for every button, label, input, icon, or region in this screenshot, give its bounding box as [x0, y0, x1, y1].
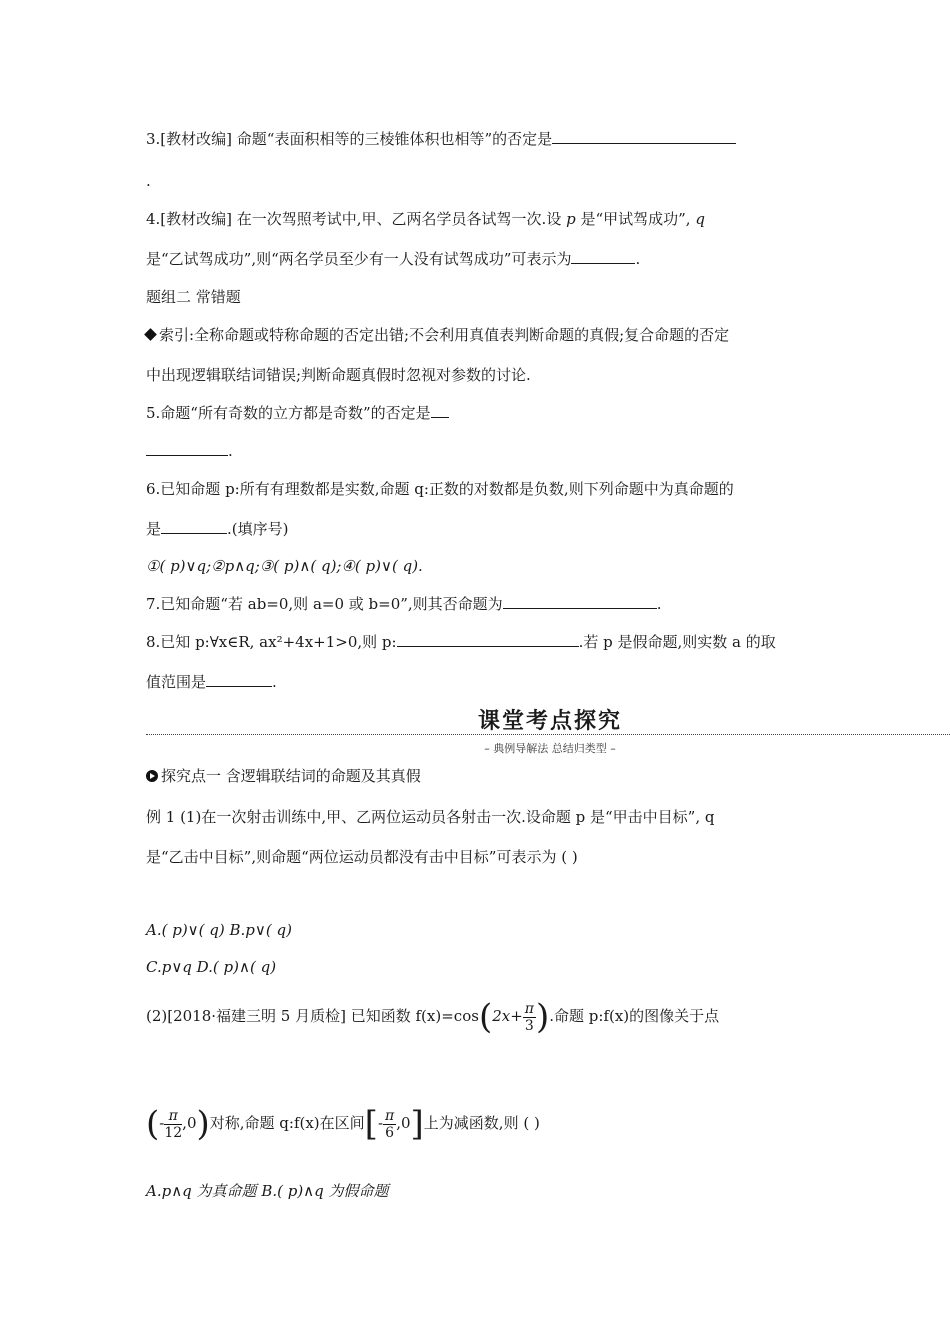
ex2-text-d: 上为减函数,则 ( ) [423, 1114, 540, 1132]
answer-blank [552, 129, 736, 144]
question-5 [146, 403, 449, 423]
diamond-bullet-icon [144, 328, 157, 341]
answer-blank [206, 672, 272, 687]
example-1-part2-line2 [146, 1100, 540, 1146]
point-minus: - [159, 1114, 165, 1132]
section-title: 课堂考点探究 [477, 709, 622, 734]
point-zero: ,0 [182, 1114, 197, 1132]
frac-den: 6 [385, 1124, 395, 1141]
answer-blank [146, 441, 228, 456]
example-1-line2: 是“乙击中目标”,则命题“两位运动员都没有击中目标”可表示为 ( ) [146, 848, 578, 866]
right-paren: ) [196, 1104, 210, 1144]
question-4-line1 [146, 209, 705, 229]
question-5-cont [146, 441, 233, 461]
ex2-text-b: .命题 p:f(x)的图像关于点 [549, 1007, 720, 1025]
q7-dot: . [656, 595, 662, 613]
q7-text: 7.已知命题“若 ab=0,则 a=0 或 b=0”,则其否命题为 [146, 595, 503, 613]
frac-num: π [164, 1108, 182, 1125]
q6-text-a: 是 [146, 520, 162, 538]
example-1-options-ab: A.( p)∨( q) B.p∨( q) [146, 921, 292, 939]
q6-text-b: .(填序号) [227, 520, 289, 538]
q4-text-a: 4.[教材改编] 在一次驾照考试中,甲、乙两名学员各试驾一次.设 [146, 210, 567, 228]
frac-den: 12 [164, 1124, 183, 1141]
ex2-text-a: (2)[2018·福建三明 5 月质检] 已知函数 f(x)=cos [146, 1007, 479, 1025]
question-6-options: ①( p)∨q;②p∧q;③( p)∧( q);④( p)∨( q). [146, 557, 423, 575]
q4-text-c: 是“乙试驾成功”,则“两名学员至少有一人没有试驾成功”可表示为 [146, 250, 572, 268]
interval-minus: - [377, 1114, 384, 1132]
ex2-inner: 2x+ [492, 1007, 523, 1025]
frac-num: π [524, 1000, 534, 1017]
q8-text-c: 值范围是 [146, 673, 207, 691]
left-paren: ( [146, 1104, 160, 1144]
group-2-heading: 题组二 常错题 [146, 288, 241, 306]
frac-den: 3 [524, 1017, 534, 1034]
question-3 [146, 129, 736, 149]
example-1-line1: 例 1 (1)在一次射击训练中,甲、乙两位运动员各射击一次.设命题 p 是“甲击中目标”, q [146, 808, 715, 826]
answer-blank [431, 403, 449, 418]
question-3-text: 3.[教材改编] 命题“表面积相等的三棱锥体积也相等”的否定是 [146, 130, 553, 148]
var-q: q [695, 210, 705, 228]
interval-zero: ,0 [396, 1114, 411, 1132]
answer-blank [397, 632, 579, 647]
section-subtitle: – 典例导解法 总结归类型 – [484, 742, 616, 755]
question-6-line1: 6.已知命题 p:所有有理数都是实数,命题 q:正数的对数都是负数,则下列命题中为真命题的 [146, 480, 734, 498]
q8-text-b: .若 p 是假命题,则实数 a 的取 [578, 633, 776, 651]
q5-dot: . [228, 442, 233, 460]
answer-blank [571, 249, 635, 264]
index-line-2: 中出现逻辑联结词错误;判断命题真假时忽视对参数的讨论. [146, 366, 531, 384]
explore-point-1 [146, 766, 421, 786]
frac-num: π [385, 1107, 395, 1124]
left-paren: ( [478, 997, 493, 1037]
var-p: p [566, 210, 576, 228]
index-text-1: 索引:全称命题或特称命题的否定出错;不会利用真值表判断命题的真假;复合命题的否定 [159, 326, 730, 344]
question-3-dot: . [146, 172, 151, 190]
fraction-pi-over-12 [164, 1108, 182, 1141]
fraction-pi-over-3 [523, 1001, 536, 1034]
play-bullet-icon [146, 770, 158, 782]
index-line-1 [146, 325, 729, 345]
q5-text: 5.命题“所有奇数的立方都是奇数”的否定是 [146, 404, 431, 422]
question-7 [146, 594, 661, 614]
answer-blank [503, 594, 657, 609]
question-8-line2 [146, 672, 277, 692]
point-1-text: 探究点一 含逻辑联结词的命题及其真假 [161, 767, 421, 785]
example-1-part2-line1 [146, 994, 719, 1038]
section-header [0, 700, 950, 760]
question-4-line2 [146, 249, 640, 269]
example-1-part2-options: A.p∧q 为真命题 B.( p)∧q 为假命题 [146, 1182, 389, 1200]
example-1-options-cd: C.p∨q D.( p)∧( q) [146, 958, 277, 976]
right-paren: ) [535, 997, 550, 1037]
q8-text-a: 8.已知 p:∀x∈R, ax²+4x+1>0,则 p: [146, 633, 397, 651]
q8-dot: . [272, 673, 277, 691]
ex2-text-c: 对称,命题 q:f(x)在区间 [209, 1114, 365, 1132]
right-bracket: ] [410, 1104, 424, 1144]
fraction-pi-over-6 [383, 1108, 396, 1141]
question-6-line2 [146, 519, 289, 539]
answer-blank [161, 519, 227, 534]
q4-dot: . [635, 250, 641, 268]
q4-text-b: 是“甲试驾成功”, [575, 210, 696, 228]
left-bracket: [ [364, 1104, 378, 1144]
question-8-line1 [146, 632, 776, 652]
